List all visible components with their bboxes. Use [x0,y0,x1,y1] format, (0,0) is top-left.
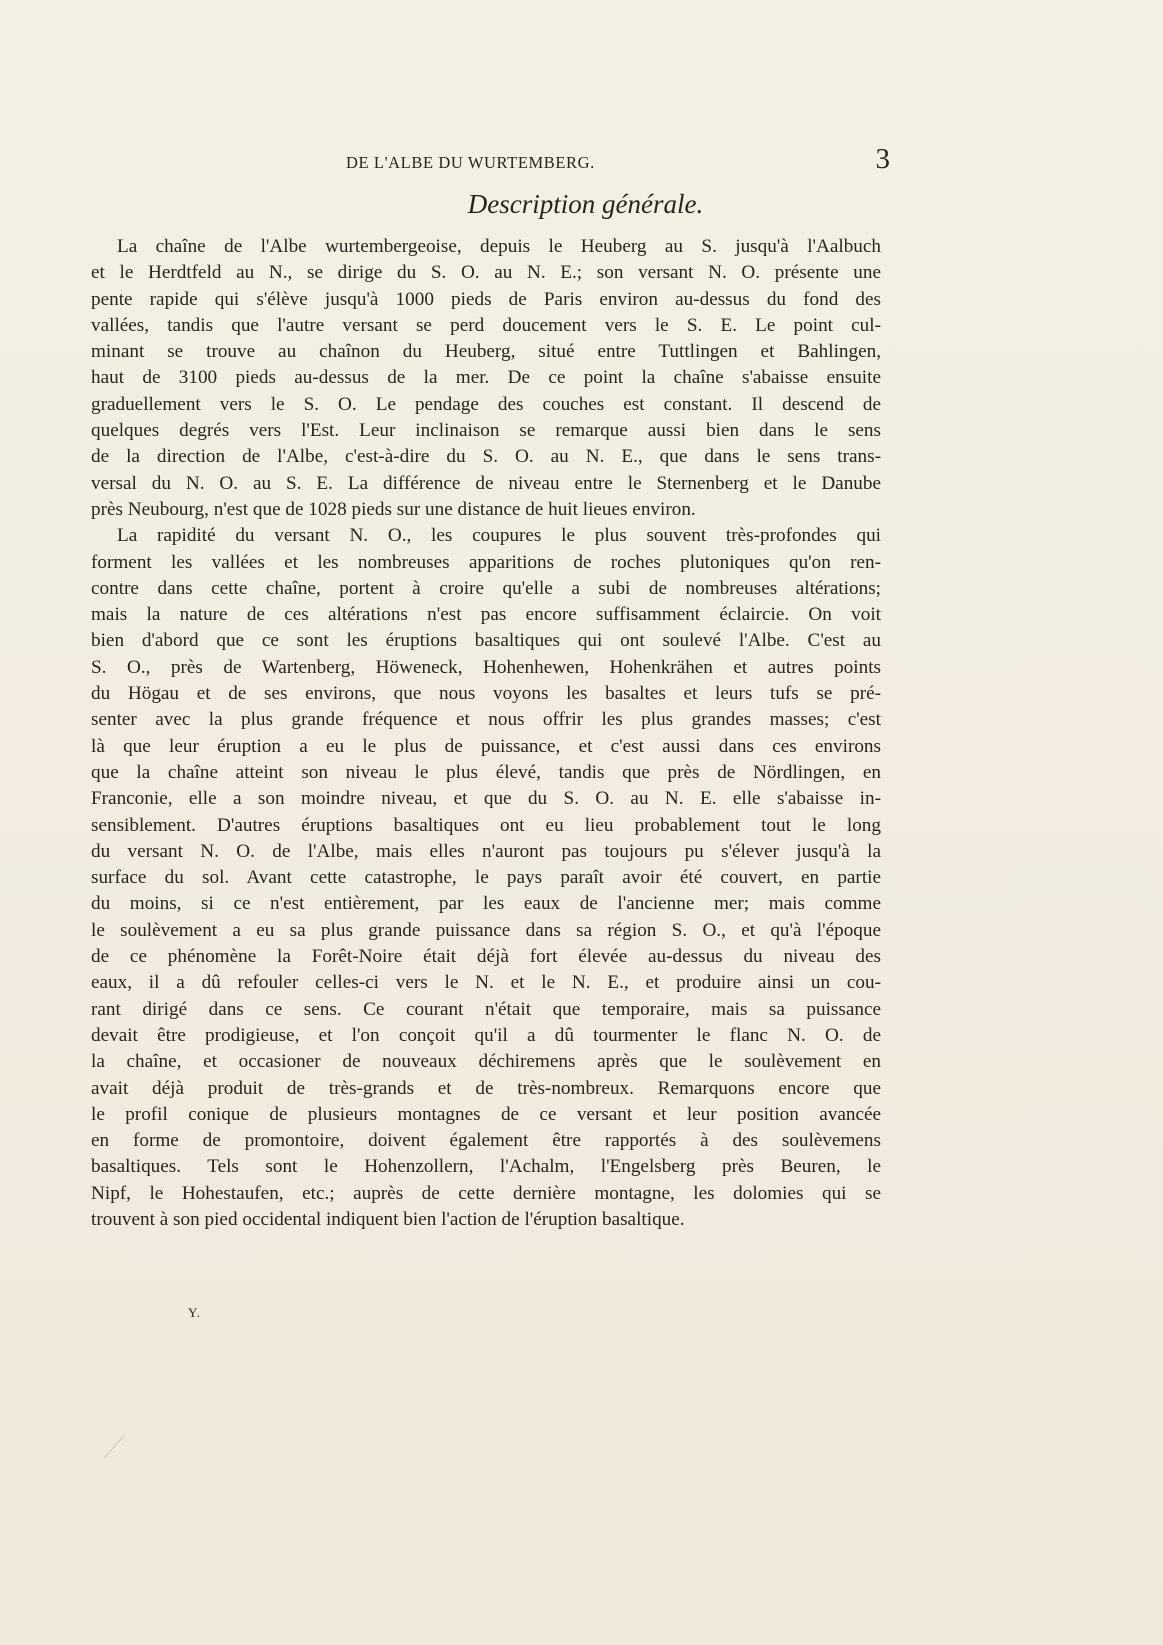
text-line: forment les vallées et les nombreuses apparitions de roches plutoniques qu'on ren- [91,551,881,573]
paragraph-1 [91,234,881,523]
text-line: là que leur éruption a eu le plus de puissance, et c'est aussi dans ces environs [91,735,881,757]
text-line: sensiblement. D'autres éruptions basaltiques ont eu lieu probablement tout le long [91,814,881,836]
text-line: le profil conique de plusieurs montagnes de ce versant et leur position avancée [91,1103,881,1125]
text-line: Franconie, elle a son moindre niveau, et que du S. O. au N. E. elle s'abaisse in- [91,788,881,810]
text-line: La rapidité du versant N. O., les coupures le plus souvent très-profondes qui [117,525,881,547]
running-head: DE L'ALBE DU WURTEMBERG. [346,153,595,172]
text-line: pente rapide qui s'élève jusqu'à 1000 pieds de Paris environ au-dessus du fond des [91,288,881,310]
text-line: que la chaîne atteint son niveau le plus élevé, tandis que près de Nördlingen, en [91,761,881,783]
signature-mark: Y. [188,1305,201,1320]
text-line: en forme de promontoire, doivent également être rapportés à des soulèvemens [91,1130,881,1152]
section-title: Description générale. [467,189,704,219]
text-line: minant se trouve au chaînon du Heuberg, situé entre Tuttlingen et Bahlingen, [91,341,881,363]
text-line: contre dans cette chaîne, portent à croire qu'elle a subi de nombreuses altérations; [91,577,881,599]
text-line: La chaîne de l'Albe wurtembergeoise, depuis le Heuberg au S. jusqu'à l'Aalbuch [117,236,881,257]
text-line: le soulèvement a eu sa plus grande puissance dans sa région S. O., et qu'à l'époque [91,919,881,941]
text-line: senter avec la plus grande fréquence et nous offrir les plus grandes masses; c'est [91,709,881,731]
text-line: mais la nature de ces altérations n'est pas encore suffisamment éclaircie. On voit [91,604,881,626]
text-line: haut de 3100 pieds au-dessus de la mer. De ce point la chaîne s'abaisse ensuite [91,367,881,389]
paragraph-2 [91,523,881,1233]
page-number: 3 [875,143,890,175]
pencil-mark [102,1432,128,1460]
text-line: versal du N. O. au S. E. La différence de niveau entre le Sternenberg et le Danube [91,472,881,494]
text-line: et le Herdtfeld au N., se dirige du S. O. au N. E.; son versant N. O. présente une [91,262,881,284]
text-line: bien d'abord que ce sont les éruptions basaltiques qui ont soulevé l'Albe. C'est au [91,630,881,652]
text-line: du moins, si ce n'est entièrement, par les eaux de l'ancienne mer; mais comme [91,893,881,915]
text-line: de la direction de l'Albe, c'est-à-dire du S. O. au N. E., que dans le sens trans- [91,446,881,468]
text-line: devait être prodigieuse, et l'on conçoit qu'il a dû tourmenter le flanc N. O. de [91,1024,881,1046]
text-line: près Neubourg, n'est que de 1028 pieds sur une distance de huit lieues environ. [91,498,696,520]
text-line: surface du sol. Avant cette catastrophe, le pays paraît avoir été couvert, en partie [91,867,881,889]
text-line: de ce phénomène la Forêt-Noire était déjà fort élevée au-dessus du niveau des [91,946,881,968]
text-line: la chaîne, et occasioner de nouveaux déchiremens après que le soulèvement en [91,1051,881,1073]
text-line: graduellement vers le S. O. Le pendage des couches est constant. Il descend de [91,393,881,415]
text-line: rant dirigé dans ce sens. Ce courant n'était que temporaire, mais sa puissance [91,998,881,1020]
text-line: eaux, il a dû refouler celles-ci vers le N. et le N. E., et produire ainsi un cou- [91,972,881,994]
text-line: du versant N. O. de l'Albe, mais elles n'auront pas toujours pu s'élever jusqu'à la [91,840,881,862]
text-line: vallées, tandis que l'autre versant se perd doucement vers le S. E. Le point cul- [91,314,881,336]
text-line: S. O., près de Wartenberg, Höweneck, Hohenhewen, Hohenkrähen et autres points [91,656,881,678]
text-line: du Högau et de ses environs, que nous voyons les basaltes et leurs tufs se pré- [91,683,881,705]
text-line: Nipf, le Hohestaufen, etc.; auprès de cette dernière montagne, les dolomies qui se [91,1182,881,1204]
text-line: avait déjà produit de très-grands et de très-nombreux. Remarquons encore que [91,1077,881,1099]
page-header [346,143,890,175]
body-text [91,234,881,1233]
text-line: trouvent à son pied occidental indiquent bien l'action de l'éruption basaltique. [91,1208,685,1230]
text-line: quelques degrés vers l'Est. Leur inclinaison se remarque aussi bien dans le sens [91,420,881,442]
text-line: basaltiques. Tels sont le Hohenzollern, l'Achalm, l'Engelsberg près Beuren, le [91,1156,881,1178]
